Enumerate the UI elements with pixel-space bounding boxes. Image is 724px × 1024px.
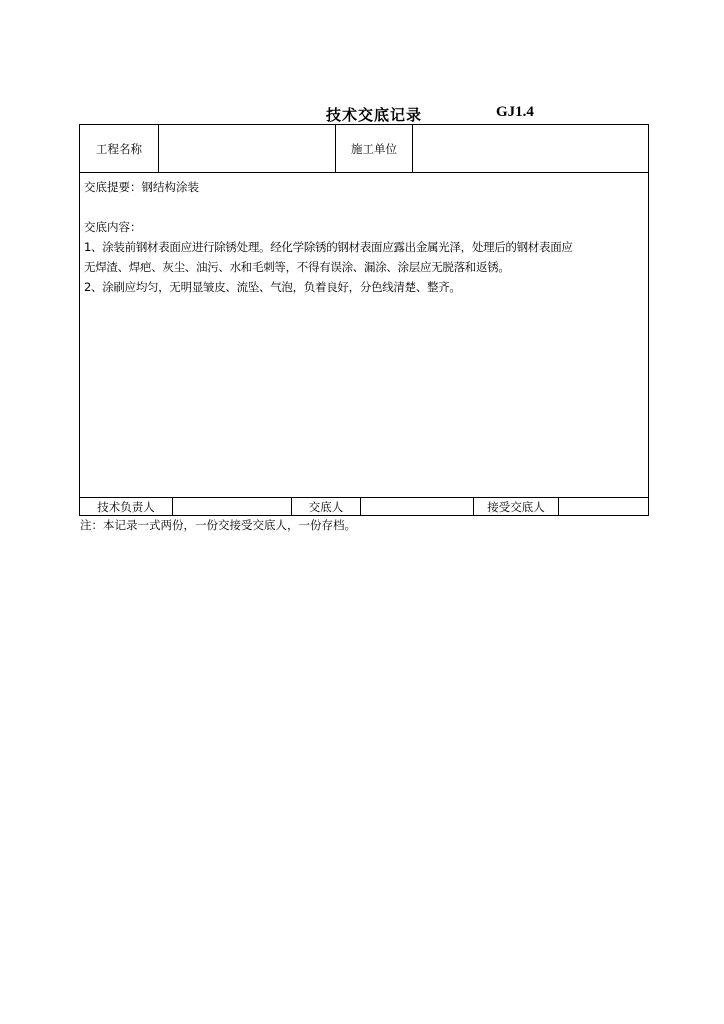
content-item-2: 2、涂刷应均匀，无明显皱皮、流坠、气泡，负着良好，分色线清楚、整齐。 bbox=[84, 280, 461, 294]
document-code: GJ1.4 bbox=[496, 104, 534, 120]
content-item-1-continued: 无焊渣、焊疤、灰尘、油污、水和毛刺等，不得有误涂、漏涂、涂层应无脱落和返锈。 bbox=[84, 260, 510, 274]
spacer bbox=[84, 197, 644, 217]
disclosure-form bbox=[79, 124, 649, 516]
project-name-field[interactable] bbox=[159, 125, 335, 172]
content-heading: 交底内容： bbox=[84, 220, 142, 234]
footnote: 注：本记录一式两份，一份交接受交底人，一份存档。 bbox=[80, 518, 356, 532]
tech-lead-field[interactable] bbox=[173, 498, 291, 515]
receiver-label: 接受交底人 bbox=[487, 499, 545, 514]
receiver-field[interactable] bbox=[559, 498, 648, 515]
content-item-1: 1、涂装前钢材表面应进行除锈处理。经化学除锈的钢材表面应露出金属光泽，处理后的钢材表面应 bbox=[84, 240, 573, 254]
project-name-label: 工程名称 bbox=[96, 141, 142, 156]
disclosure-content bbox=[80, 173, 648, 497]
summary-line: 交底提要：钢结构涂装 bbox=[84, 180, 199, 194]
construction-unit-field[interactable] bbox=[413, 125, 648, 172]
document-title: 技术交底记录 bbox=[326, 106, 423, 124]
discloser-field[interactable] bbox=[361, 498, 473, 515]
project-info-row bbox=[80, 125, 648, 173]
discloser-label: 交底人 bbox=[308, 499, 344, 514]
tech-lead-label: 技术负责人 bbox=[97, 499, 155, 514]
signature-row bbox=[80, 497, 648, 515]
construction-unit-label: 施工单位 bbox=[351, 141, 397, 156]
